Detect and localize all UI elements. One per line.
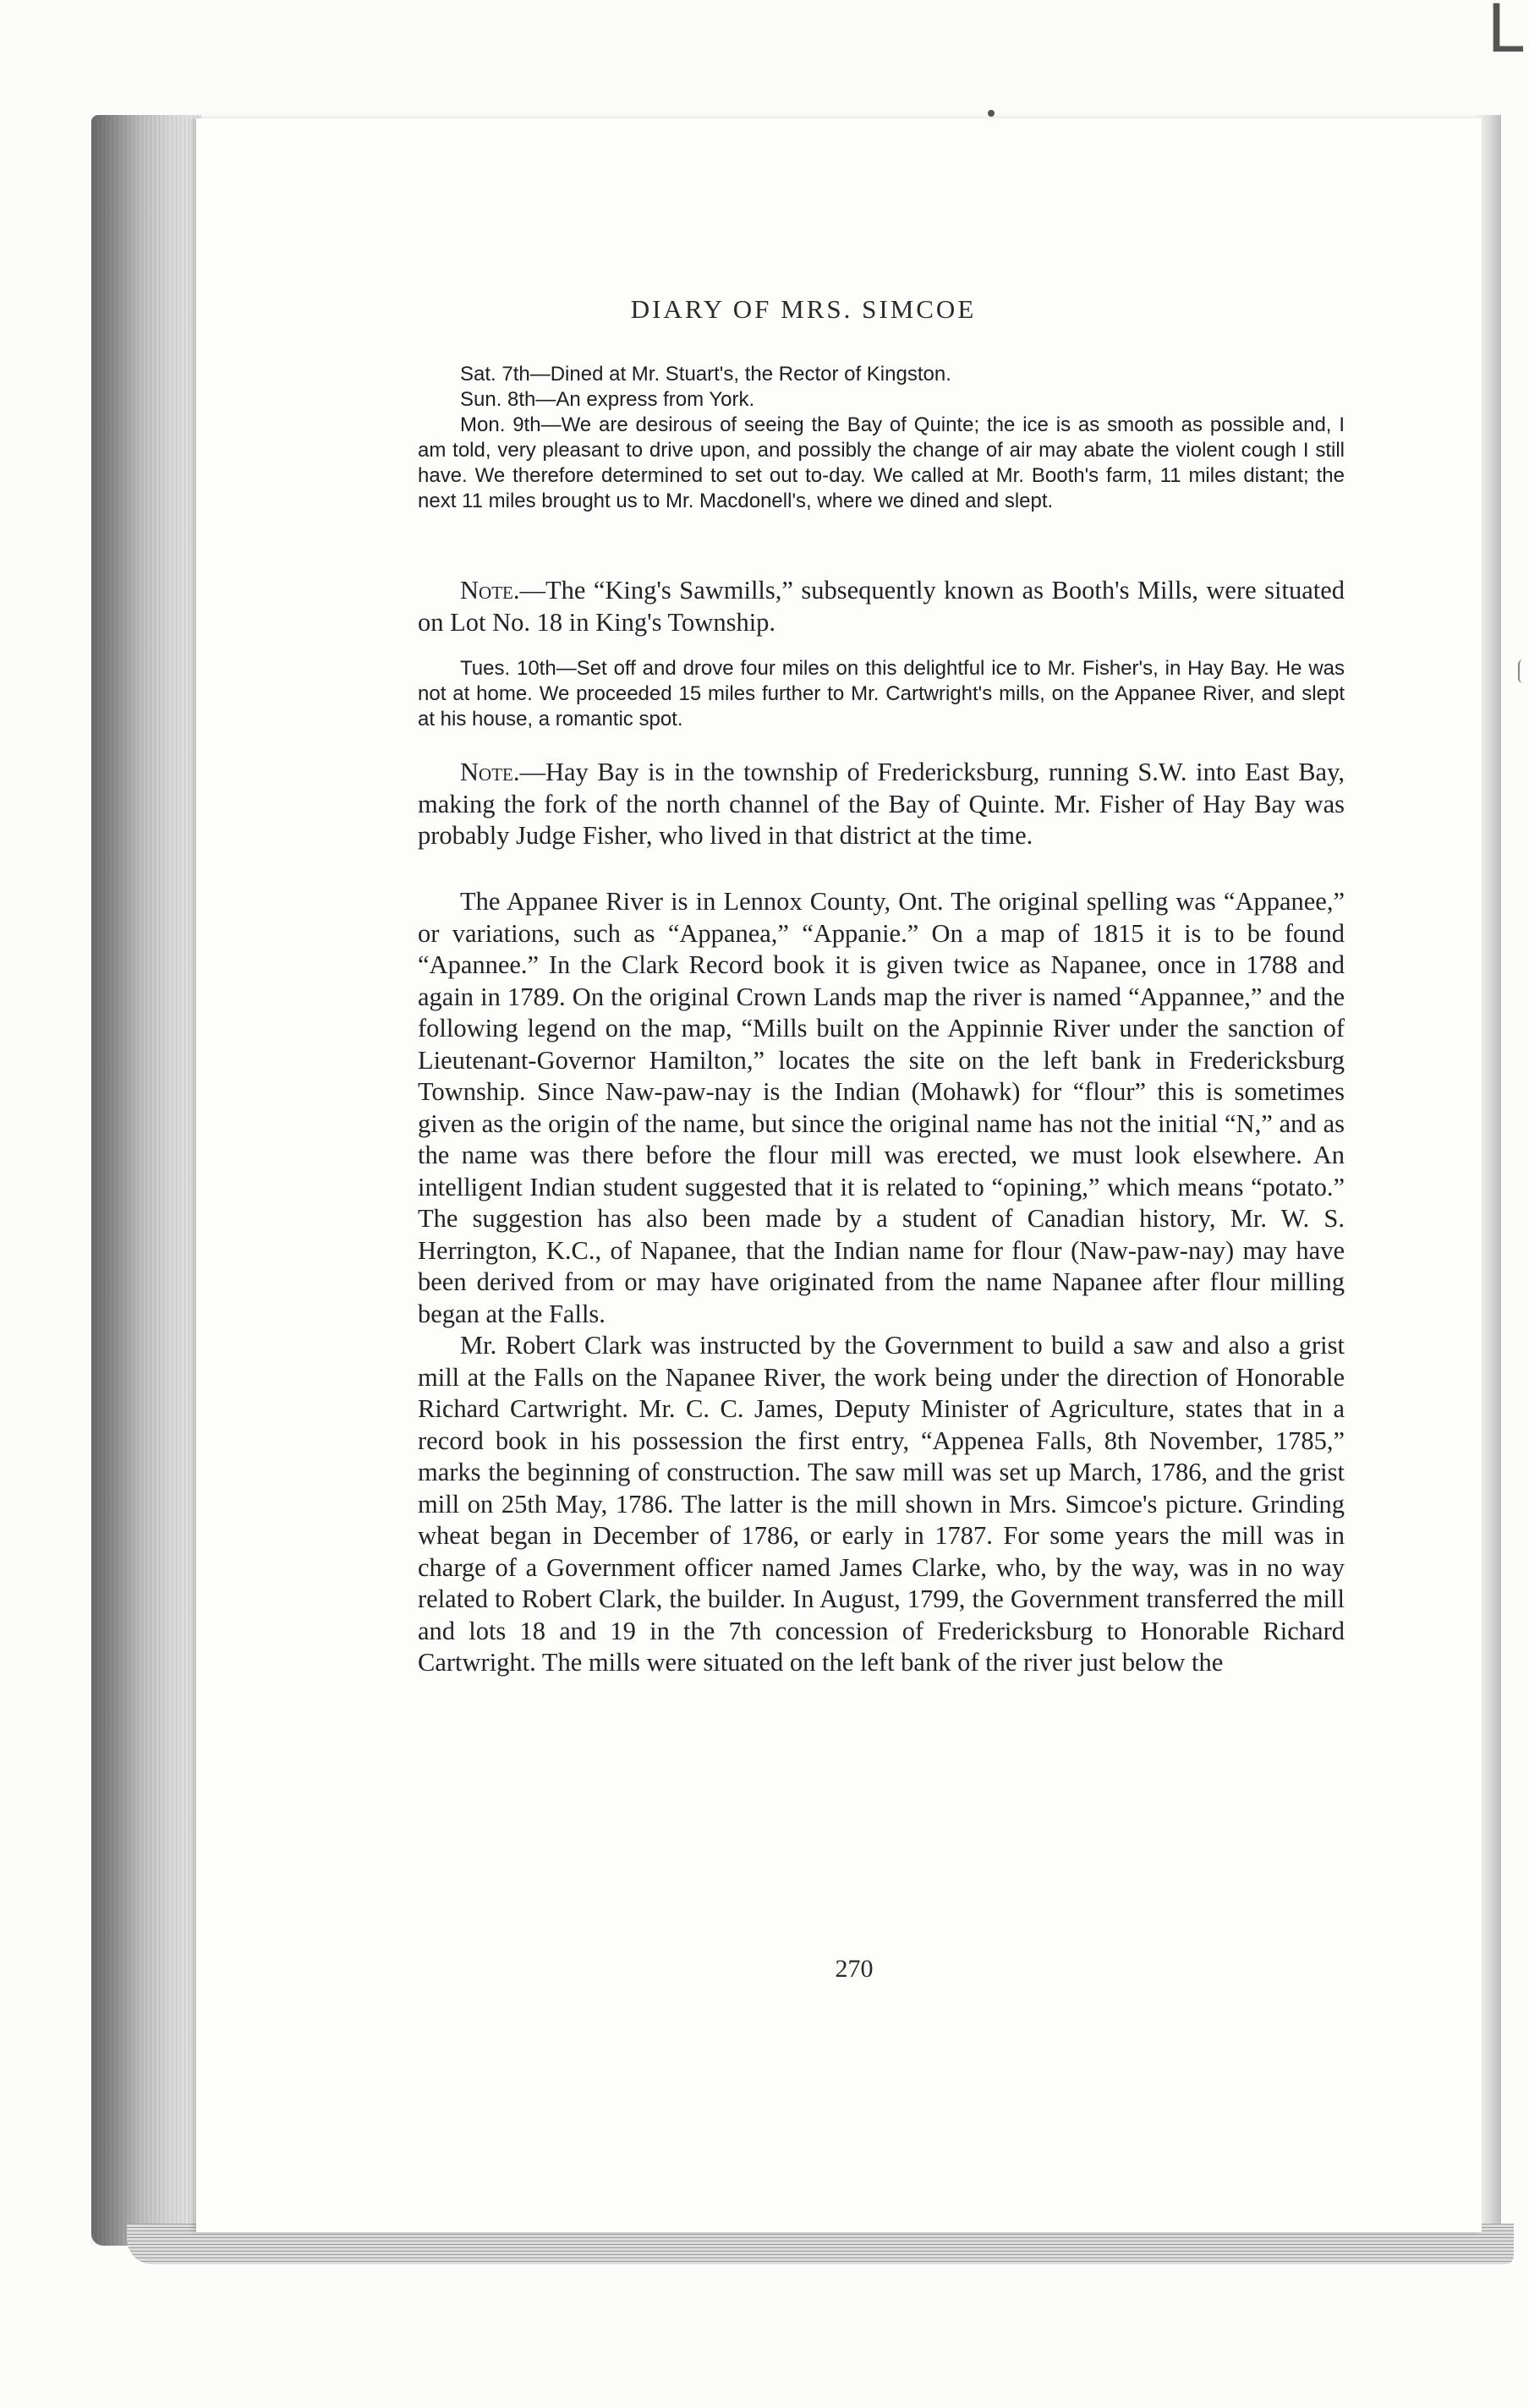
page-speck <box>988 110 995 117</box>
running-head: DIARY OF MRS. SIMCOE <box>630 294 977 324</box>
page-number: 270 <box>835 1955 874 1983</box>
note-paragraph <box>418 575 1345 638</box>
paragraph-appanee-river: The Appanee River is in Lennox County, Ont. The original spelling was “Appanee,” or variations, such as “Appanea,” “Appanie.” On a map of 1815 it is to be found “Apannee.” In the Clark Record book it is given twice as Napanee, once in 1788 and again in 1789. On the original Crown Lands map the river is named “Appannee,” and the following legend on the map, “Mills built on the Appinnie River under the sanction of Lieutenant-Governor Hamilton,” locates the site on the left bank in Fredericksburg Township. Since Naw-paw-nay is the Indian (Mohawk) for “flour” this is sometimes given as the origin of the name, but since the original name has not the initial “N,” and as the name was there before the flour mill was erected, we must look elsewhere. An intelligent Indian student suggested that it is related to “opining,” which means “potato.” The suggestion has also been made by a student of Canadian history, Mr. W. S. Herrington, K.C., of Napanee, that the Indian name for flour (Naw-paw-nay) may have been derived from or may have originated from the name Napanee after flour milling began at the Falls. <box>418 887 1345 1328</box>
diary-entries <box>418 362 1345 514</box>
diary-entry-tues-10 <box>418 656 1345 732</box>
note-kings-sawmills <box>418 575 1345 638</box>
page-edge-mark <box>1518 659 1525 683</box>
diary-entry-sat-7: Sat. 7th—Dined at Mr. Stuart's, the Rector of Kingston. <box>460 363 951 386</box>
note-label: Note. <box>460 758 520 786</box>
body-text <box>418 886 1345 1679</box>
paragraph-robert-clark: Mr. Robert Clark was instructed by the Government to build a saw and also a grist mill at the Falls on the Napanee River, the work being under the direction of Honorable Richard Cartwright. Mr. C. C. James, Deputy Minister of Agriculture, states that in a record book in his possession the first entry, “Appenea Falls, 8th November, 1785,” marks the beginning of construction. The saw mill was set up March, 1786, and the grist mill on 25th May, 1786. The latter is the mill shown in Mrs. Simcoe's picture. Grinding wheat began in December of 1786, or early in 1787. For some years the mill was in charge of a Government officer named James Clarke, who, by the way, was in no way related to Robert Clark, the builder. In August, 1799, the Government transferred the mill and lots 18 and 19 in the 7th concession of Fredericksburg to Honorable Richard Cartwright. The mills were situated on the left bank of the river just below the <box>418 1331 1345 1677</box>
note-text: —The “King's Sawmills,” subsequently known as Booth's Mills, were situated on Lot No. 18 in King's Township. <box>418 576 1345 637</box>
diary-entry-text: Tues. 10th—Set off and drove four miles on this delightful ice to Mr. Fisher's, in Hay Bay. He was not at home. We proceeded 15 miles further to Mr. Cartwright's mills, on the Appanee River, and slept at his house, a romantic spot. <box>418 657 1345 731</box>
note-hay-bay <box>418 757 1345 852</box>
corner-mark: L <box>1487 0 1524 68</box>
note-paragraph <box>418 757 1345 852</box>
note-text: —Hay Bay is in the township of Fredericksburg, running S.W. into East Bay, making the fork of the north channel of the Bay of Quinte. Mr. Fisher of Hay Bay was probably Judge Fisher, who lived in that district at the time. <box>418 758 1345 850</box>
diary-entry-sun-8: Sun. 8th—An express from York. <box>460 388 755 411</box>
note-label: Note. <box>460 576 520 605</box>
diary-entry-mon-9: Mon. 9th—We are desirous of seeing the Bay of Quinte; the ice is as smooth as possible and, I am told, very pleasant to drive upon, and possibly the change of air may abate the violent cough I still have. We therefore determined to set out to-day. We called at Mr. Booth's farm, 11 miles distant; the next 11 miles brought us to Mr. Macdonell's, where we dined and slept. <box>418 413 1345 512</box>
book-page-edges <box>91 115 201 2246</box>
